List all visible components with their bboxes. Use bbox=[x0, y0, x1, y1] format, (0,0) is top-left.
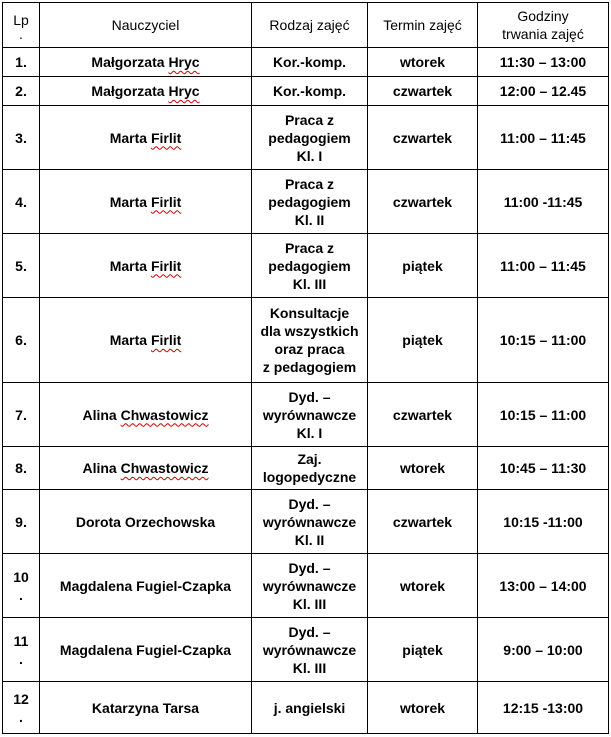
row-type: Konsultacje dla wszystkich oraz praca z pedagogiem bbox=[252, 298, 368, 383]
row-type: Dyd. – wyrównawcze Kl. II bbox=[252, 490, 368, 554]
row-lp: 6. bbox=[3, 298, 40, 383]
row-day: wtorek bbox=[368, 682, 478, 734]
row-teacher bbox=[40, 48, 252, 77]
table-row bbox=[3, 554, 609, 618]
row-time: 13:00 – 14:00 bbox=[478, 554, 609, 618]
row-lp: 5. bbox=[3, 234, 40, 298]
row-day: piątek bbox=[368, 234, 478, 298]
row-type: Zaj. logopedyczne bbox=[252, 447, 368, 490]
teacher-first-name: Marta bbox=[109, 332, 148, 348]
row-type: Dyd. – wyrównawcze Kl. III bbox=[252, 554, 368, 618]
row-type: Kor.-komp. bbox=[252, 48, 368, 77]
teacher-first-name: Małgorzata bbox=[91, 83, 165, 99]
row-day: czwartek bbox=[368, 490, 478, 554]
row-teacher bbox=[40, 554, 252, 618]
row-day: czwartek bbox=[368, 383, 478, 447]
row-lp: 4. bbox=[3, 170, 40, 234]
header-lp bbox=[3, 3, 40, 48]
row-lp: 1. bbox=[3, 48, 40, 77]
row-lp: 12 . bbox=[3, 682, 40, 734]
row-time: 10:15 -11:00 bbox=[478, 490, 609, 554]
teacher-last-name: Hryc bbox=[168, 54, 200, 70]
row-teacher bbox=[40, 682, 252, 734]
row-day: wtorek bbox=[368, 554, 478, 618]
table-row bbox=[3, 234, 609, 298]
row-time: 10:15 – 11:00 bbox=[478, 383, 609, 447]
row-time: 11:00 – 11:45 bbox=[478, 234, 609, 298]
teacher-last-name: Firlit bbox=[150, 257, 182, 274]
row-lp: 8. bbox=[3, 447, 40, 490]
row-day: wtorek bbox=[368, 447, 478, 490]
row-teacher bbox=[40, 298, 252, 383]
table-row bbox=[3, 682, 609, 734]
teacher-last-name: Firlit bbox=[150, 193, 182, 210]
row-type: j. angielski bbox=[252, 682, 368, 734]
row-teacher bbox=[40, 490, 252, 554]
teacher-last-name: Firlit bbox=[150, 332, 182, 348]
row-day: piątek bbox=[368, 618, 478, 682]
row-type: Praca z pedagogiem Kl. I bbox=[252, 106, 368, 170]
teacher-last-name: Hryc bbox=[168, 83, 200, 99]
teacher-first-name: Katarzyna bbox=[91, 699, 159, 716]
row-lp: 10 . bbox=[3, 554, 40, 618]
header-lp-dot: . bbox=[19, 26, 23, 42]
teacher-last-name: Fugiel-Czapka bbox=[136, 641, 232, 658]
row-type: Dyd. – wyrównawcze Kl. I bbox=[252, 383, 368, 447]
table-row bbox=[3, 77, 609, 106]
table-row bbox=[3, 490, 609, 554]
teacher-first-name: Marta bbox=[109, 193, 148, 210]
row-type: Praca z pedagogiem Kl. II bbox=[252, 170, 368, 234]
header-row bbox=[3, 3, 609, 48]
teacher-first-name: Magdalena bbox=[59, 577, 133, 594]
row-time: 11:30 – 13:00 bbox=[478, 48, 609, 77]
header-type: Rodzaj zajęć bbox=[252, 3, 368, 48]
row-teacher bbox=[40, 106, 252, 170]
teacher-first-name: Marta bbox=[109, 129, 148, 146]
row-time: 12:00 – 12.45 bbox=[478, 77, 609, 106]
row-teacher bbox=[40, 618, 252, 682]
row-lp: 2. bbox=[3, 77, 40, 106]
teacher-first-name: Marta bbox=[109, 257, 148, 274]
table-row bbox=[3, 447, 609, 490]
row-time: 11:00 -11:45 bbox=[478, 170, 609, 234]
row-lp: 11 . bbox=[3, 618, 40, 682]
table-row bbox=[3, 48, 609, 77]
row-lp: 7. bbox=[3, 383, 40, 447]
teacher-last-name: Orzechowska bbox=[124, 513, 216, 530]
row-time: 12:15 -13:00 bbox=[478, 682, 609, 734]
row-day: czwartek bbox=[368, 106, 478, 170]
row-teacher bbox=[40, 447, 252, 490]
table-row bbox=[3, 170, 609, 234]
row-lp: 3. bbox=[3, 106, 40, 170]
header-day: Termin zajęć bbox=[368, 3, 478, 48]
teacher-first-name: Magdalena bbox=[59, 641, 133, 658]
teacher-first-name: Alina bbox=[82, 406, 117, 423]
teacher-first-name: Alina bbox=[82, 460, 117, 476]
row-day: piątek bbox=[368, 298, 478, 383]
teacher-last-name: Chwastowicz bbox=[120, 406, 209, 423]
table-row bbox=[3, 618, 609, 682]
row-day: czwartek bbox=[368, 77, 478, 106]
row-type: Kor.-komp. bbox=[252, 77, 368, 106]
teacher-last-name: Chwastowicz bbox=[120, 460, 209, 476]
teacher-last-name: Fugiel-Czapka bbox=[136, 577, 232, 594]
row-time: 11:00 – 11:45 bbox=[478, 106, 609, 170]
row-time: 10:45 – 11:30 bbox=[478, 447, 609, 490]
row-teacher bbox=[40, 77, 252, 106]
row-lp: 9. bbox=[3, 490, 40, 554]
row-time: 10:15 – 11:00 bbox=[478, 298, 609, 383]
header-teacher: Nauczyciel bbox=[40, 3, 252, 48]
teacher-first-name: Małgorzata bbox=[91, 54, 165, 70]
row-day: wtorek bbox=[368, 48, 478, 77]
row-type: Praca z pedagogiem Kl. III bbox=[252, 234, 368, 298]
row-teacher bbox=[40, 383, 252, 447]
row-time: 9:00 – 10:00 bbox=[478, 618, 609, 682]
table-row bbox=[3, 298, 609, 383]
table-row bbox=[3, 106, 609, 170]
row-teacher bbox=[40, 234, 252, 298]
header-lp-label: Lp bbox=[13, 12, 29, 28]
row-type: Dyd. – wyrównawcze Kl. III bbox=[252, 618, 368, 682]
row-day: czwartek bbox=[368, 170, 478, 234]
row-teacher bbox=[40, 170, 252, 234]
teacher-last-name: Firlit bbox=[150, 129, 182, 146]
table-row bbox=[3, 383, 609, 447]
teacher-first-name: Dorota bbox=[75, 513, 121, 530]
schedule-table bbox=[2, 2, 609, 734]
header-hours: Godziny trwania zajęć bbox=[478, 3, 609, 48]
teacher-last-name: Tarsa bbox=[162, 699, 200, 716]
